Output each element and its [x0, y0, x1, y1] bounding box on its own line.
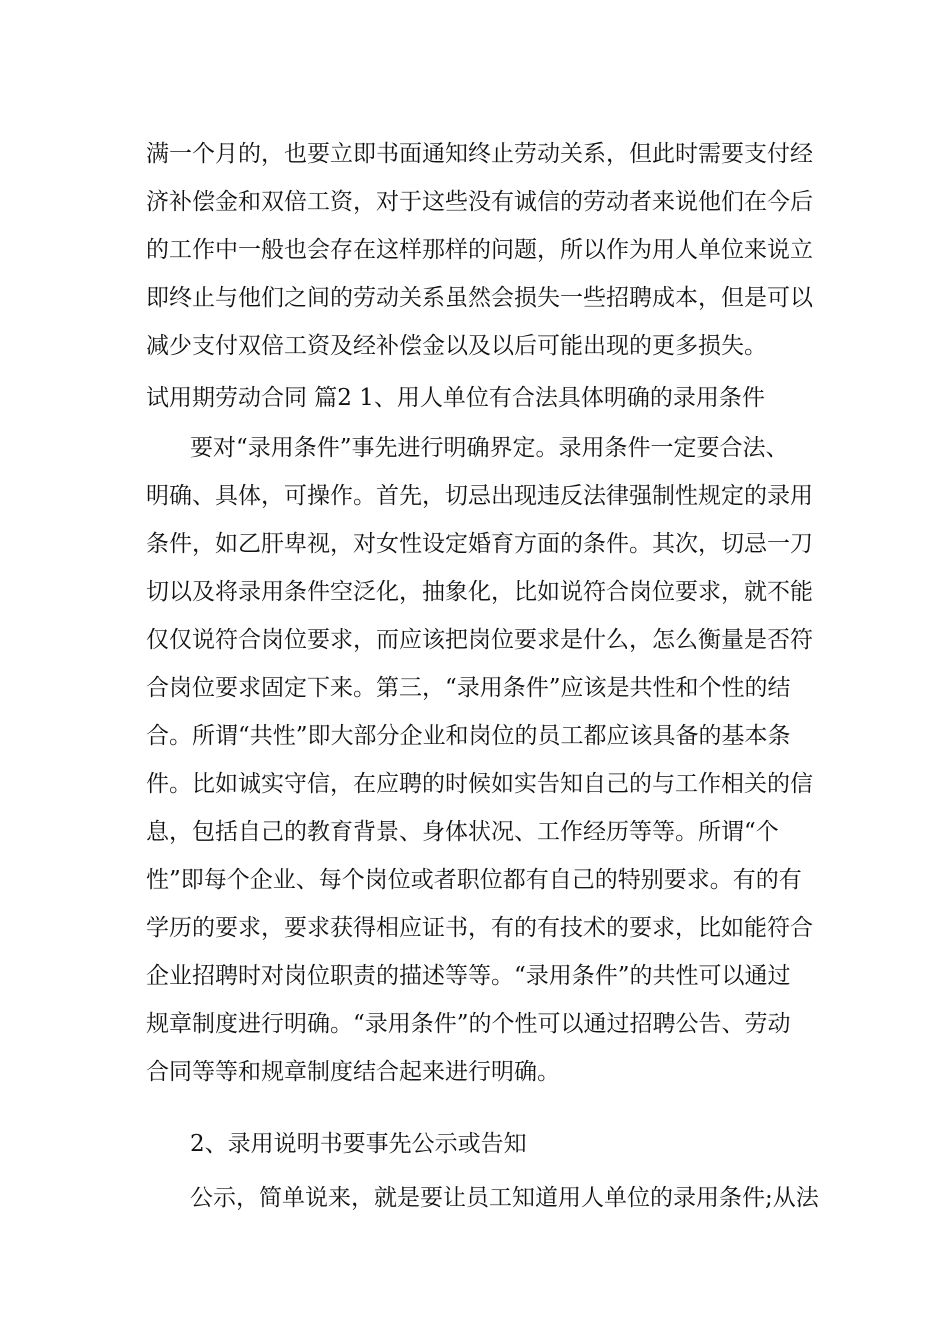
- paragraph-line: 切以及将录用条件空泛化，抽象化，比如说符合岗位要求，就不能: [146, 579, 813, 605]
- paragraph-line: 合。所谓“共性”即大部分企业和岗位的员工都应该具备的基本条: [146, 723, 791, 749]
- paragraph-line: 息，包括自己的教育背景、身体状况、工作经历等等。所谓“个: [146, 819, 779, 845]
- paragraph-line: 要对“录用条件”事先进行明确界定。录用条件一定要合法、: [190, 435, 789, 461]
- paragraph-line: 减少支付双倍工资及经补偿金以及以后可能出现的更多损失。: [146, 333, 767, 359]
- section-heading-line: 试用期劳动合同 篇2 1、用人单位有合法具体明确的录用条件: [146, 385, 765, 411]
- paragraph-line: 满一个月的，也要立即书面通知终止劳动关系，但此时需要支付经: [146, 141, 813, 167]
- paragraph-line: 的工作中一般也会存在这样那样的问题，所以作为用人单位来说立: [146, 237, 813, 263]
- paragraph-line: 件。比如诚实守信，在应聘的时候如实告知自己的与工作相关的信: [146, 771, 813, 797]
- paragraph-line: 即终止与他们之间的劳动关系虽然会损失一些招聘成本，但是可以: [146, 285, 813, 311]
- paragraph-line: 性”即每个企业、每个岗位或者职位都有自己的特别要求。有的有: [146, 867, 802, 893]
- paragraph-line: 合岗位要求固定下来。第三，“录用条件”应该是共性和个性的结: [146, 675, 791, 701]
- paragraph-line: 济补偿金和双倍工资，对于这些没有诚信的劳动者来说他们在今后: [146, 189, 813, 215]
- paragraph-line: 条件，如乙肝卑视，对女性设定婚育方面的条件。其次，切忌一刀: [146, 531, 813, 557]
- paragraph-line: 学历的要求，要求获得相应证书，有的有技术的要求，比如能符合: [146, 915, 813, 941]
- paragraph-line: 仅仅说符合岗位要求，而应该把岗位要求是什么，怎么衡量是否符: [146, 627, 813, 653]
- section-subheading: 2、录用说明书要事先公示或告知: [190, 1131, 527, 1157]
- paragraph-line: 合同等等和规章制度结合起来进行明确。: [146, 1059, 560, 1085]
- paragraph-line: 企业招聘时对岗位职责的描述等等。“录用条件”的共性可以通过: [146, 963, 791, 989]
- paragraph-line: 公示，简单说来，就是要让员工知道用人单位的录用条件;从法: [190, 1185, 819, 1211]
- paragraph-line: 规章制度进行明确。“录用条件”的个性可以通过招聘公告、劳动: [146, 1011, 791, 1037]
- paragraph-line: 明确、具体，可操作。首先，切忌出现违反法律强制性规定的录用: [146, 483, 813, 509]
